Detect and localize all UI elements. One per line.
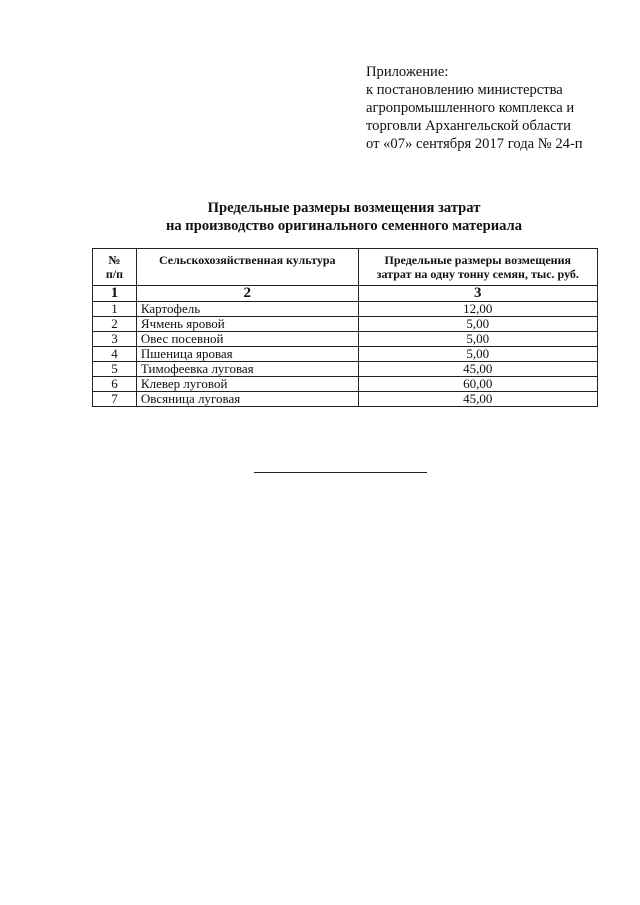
table-row — [93, 332, 598, 347]
row-crop: Пшеница яровая — [136, 347, 358, 362]
header-crop: Сельскохозяйственная культура — [136, 249, 358, 286]
separator-line — [254, 472, 427, 473]
row-crop: Клевер луговой — [136, 377, 358, 392]
row-value: 45,00 — [358, 362, 597, 377]
header-number-line1: № — [108, 253, 121, 267]
row-number: 5 — [93, 362, 137, 377]
row-number: 2 — [93, 317, 137, 332]
table-row — [93, 362, 598, 377]
table-row — [93, 302, 598, 317]
appendix-line: торговли Архангельской области — [366, 118, 571, 134]
row-number: 3 — [93, 332, 137, 347]
cost-limits-table — [92, 248, 598, 407]
row-crop: Овсяница луговая — [136, 392, 358, 407]
row-crop: Картофель — [136, 302, 358, 317]
row-crop: Овес посевной — [136, 332, 358, 347]
row-number: 1 — [93, 302, 137, 317]
table-header-row — [93, 249, 598, 286]
row-value: 5,00 — [358, 332, 597, 347]
table-row — [93, 377, 598, 392]
row-crop: Ячмень яровой — [136, 317, 358, 332]
title-line-2: на производство оригинального семенного материала — [165, 218, 523, 234]
column-index: 3 — [358, 286, 597, 302]
column-index: 2 — [136, 286, 358, 302]
row-value: 45,00 — [358, 392, 597, 407]
column-index: 1 — [93, 286, 137, 302]
row-value: 5,00 — [358, 347, 597, 362]
row-value: 60,00 — [358, 377, 597, 392]
table-row — [93, 392, 598, 407]
document-title — [90, 199, 598, 235]
header-number-line2: п/п — [105, 267, 124, 281]
row-value: 12,00 — [358, 302, 597, 317]
header-limit-line2: затрат на одну тонну семян, тыс. руб. — [376, 267, 579, 281]
row-value: 5,00 — [358, 317, 597, 332]
table-row — [93, 347, 598, 362]
table-row — [93, 317, 598, 332]
header-limit-line1: Предельные размеры возмещения — [384, 253, 572, 267]
row-number: 6 — [93, 377, 137, 392]
appendix-line: к постановлению министерства — [366, 82, 563, 98]
header-number — [93, 249, 137, 286]
appendix-line: агропромышленного комплекса и — [366, 100, 575, 116]
appendix-line: от «07» сентября 2017 года № 24-п — [366, 136, 583, 152]
header-limit — [358, 249, 597, 286]
appendix-block — [366, 63, 583, 153]
row-number: 7 — [93, 392, 137, 407]
row-crop: Тимофеевка луговая — [136, 362, 358, 377]
appendix-line: Приложение: — [366, 64, 449, 80]
column-index-row — [93, 286, 598, 302]
title-line-1: Предельные размеры возмещения затрат — [207, 200, 481, 216]
row-number: 4 — [93, 347, 137, 362]
